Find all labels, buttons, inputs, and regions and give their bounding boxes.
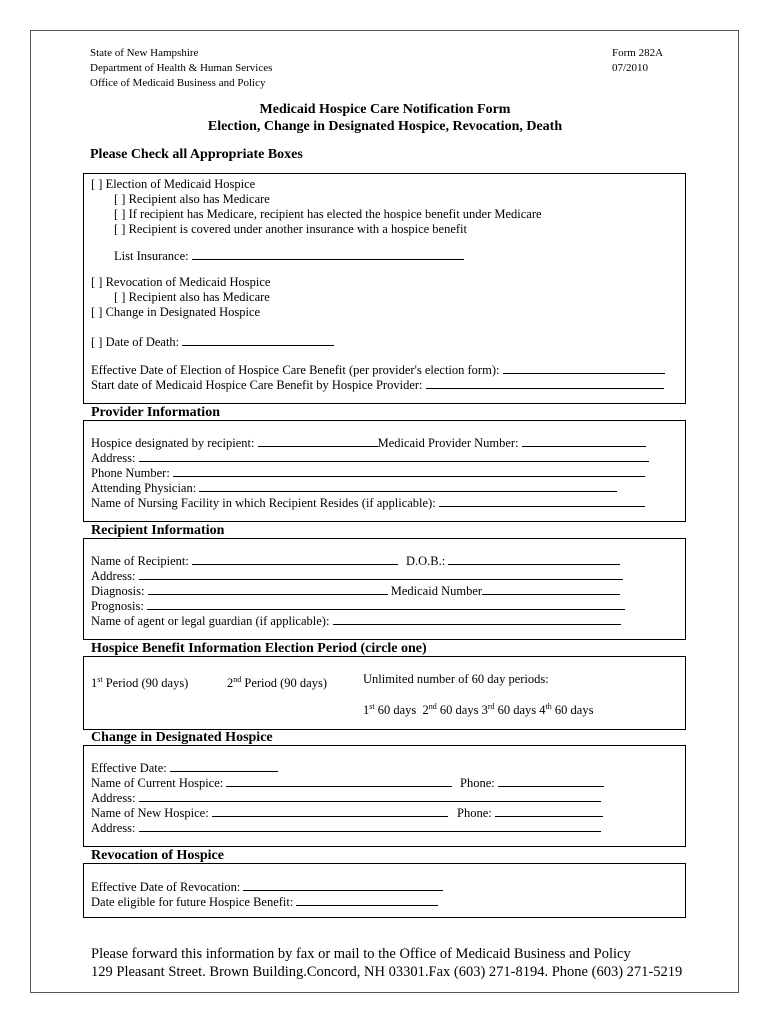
current-hospice-phone-line[interactable] [498, 775, 604, 787]
agency-header [90, 46, 272, 91]
list-insurance-label: List Insurance: [114, 249, 189, 263]
attending-physician-field[interactable] [91, 480, 617, 496]
new-hospice-label: Name of New Hospice: [91, 806, 209, 820]
revocation-checkbox[interactable]: [ ] Revocation of Medicaid Hospice [91, 275, 271, 289]
list-insurance-field[interactable] [114, 248, 464, 264]
agent-guardian-field[interactable] [91, 613, 621, 629]
benefit-start-date-line[interactable] [426, 377, 664, 389]
future-eligibility-field[interactable] [91, 894, 438, 910]
revocation-date-line[interactable] [243, 879, 443, 891]
medicare-hospice-elected-checkbox[interactable]: [ ] If recipient has Medicare, recipient has elected the hospice benefit under Medicare [114, 207, 542, 221]
current-hospice-address-label: Address: [91, 791, 136, 805]
form-title: Medicaid Hospice Care Notification Form [259, 102, 511, 117]
provider-phone-field[interactable] [91, 465, 645, 481]
date-of-death-field[interactable] [91, 334, 334, 350]
nursing-facility-field[interactable] [91, 495, 645, 511]
benefit-section-title: Hospice Benefit Information Election Period (circle one) [91, 641, 427, 656]
footer-address: 129 Pleasant Street. Brown Building.Concord, NH 03301.Fax (603) 271-8194. Phone (603) 271-5219 [91, 964, 683, 980]
medicaid-number-label: Medicaid Number [390, 584, 483, 598]
revocation-date-label: Effective Date of Revocation: [91, 880, 241, 894]
current-hospice-line[interactable] [226, 775, 452, 787]
sixty-day-period-4[interactable] [539, 703, 593, 717]
recipient-address-line[interactable] [139, 568, 623, 580]
attending-physician-label: Attending Physician: [91, 481, 197, 495]
provider-phone-label: Phone Number: [91, 466, 170, 480]
second-period-number: 2 [227, 676, 234, 691]
provider-address-label: Address: [91, 451, 136, 465]
change-effective-date-label: Effective Date: [91, 761, 167, 775]
election-effective-date-label: Effective Date of Election of Hospice Care Benefit (per provider's election form): [91, 363, 500, 377]
form-date: 07/2010 [612, 62, 649, 74]
attending-physician-line[interactable] [199, 480, 617, 492]
period-2-number: 2 [422, 703, 429, 718]
agency-office: Office of Medicaid Business and Policy [90, 77, 266, 89]
current-hospice-phone-label: Phone: [460, 776, 495, 790]
period-1-number: 1 [363, 703, 370, 718]
recipient-name-label: Name of Recipient: [91, 554, 189, 568]
election-effective-date-line[interactable] [503, 362, 665, 374]
recipient-address-label: Address: [91, 569, 136, 583]
period-3-text: 60 days [494, 703, 537, 718]
first-period-text: Period (90 days) [102, 676, 189, 691]
period-2-text: 60 days [436, 703, 479, 718]
election-checkbox[interactable]: [ ] Election of Medicaid Hospice [91, 177, 256, 191]
current-hospice-label: Name of Current Hospice: [91, 776, 224, 790]
date-of-death-line[interactable] [182, 334, 334, 346]
benefit-start-date-field[interactable] [91, 377, 664, 393]
current-hospice-field[interactable] [91, 775, 452, 791]
sixty-day-period-3[interactable] [482, 703, 537, 717]
footer-instructions: Please forward this information by fax or mail to the Office of Medicaid Business and Policy [91, 946, 631, 962]
agency-department: Department of Health & Human Services [90, 62, 273, 74]
hospice-designated-line[interactable] [258, 435, 378, 447]
agency-state: State of New Hampshire [90, 47, 199, 59]
benefit-box [83, 656, 686, 730]
diagnosis-label: Diagnosis: [91, 584, 145, 598]
period-4-suffix: th [545, 702, 552, 711]
recipient-name-field[interactable] [91, 553, 398, 569]
new-hospice-address-label: Address: [91, 821, 136, 835]
dob-line[interactable] [448, 553, 620, 565]
hospice-designated-label: Hospice designated by recipient: [91, 436, 255, 450]
period-3-number: 3 [481, 703, 488, 718]
future-eligibility-line[interactable] [296, 894, 438, 906]
future-eligibility-label: Date eligible for future Hospice Benefit: [91, 895, 294, 909]
dob-field[interactable] [406, 553, 620, 569]
recipient-name-line[interactable] [192, 553, 398, 565]
recipient-medicare-checkbox[interactable]: [ ] Recipient also has Medicare [114, 192, 270, 206]
period-4-text: 60 days [551, 703, 594, 718]
new-hospice-phone-label: Phone: [457, 806, 492, 820]
form-subtitle: Election, Change in Designated Hospice, Revocation, Death [207, 119, 563, 134]
change-effective-date-field[interactable] [91, 760, 278, 776]
check-boxes-instruction: Please Check all Appropriate Boxes [90, 147, 303, 162]
provider-address-field[interactable] [91, 450, 649, 466]
period-1-suffix: st [369, 702, 375, 711]
dob-label: D.O.B.: [406, 554, 446, 568]
provider-section-title: Provider Information [91, 405, 220, 420]
provider-number-line[interactable] [522, 435, 646, 447]
new-hospice-phone-line[interactable] [495, 805, 603, 817]
hospice-designated-field[interactable] [91, 435, 646, 451]
new-hospice-phone-field[interactable] [457, 805, 603, 821]
prognosis-line[interactable] [147, 598, 625, 610]
sixty-day-period-2[interactable] [423, 703, 479, 717]
medicaid-number-line[interactable] [482, 583, 620, 595]
provider-number-label: Medicaid Provider Number: [377, 436, 519, 450]
provider-phone-line[interactable] [173, 465, 645, 477]
form-number: Form 282A [612, 47, 664, 59]
first-period-option[interactable] [91, 672, 188, 691]
benefit-start-date-label: Start date of Medicaid Hospice Care Benefit by Hospice Provider: [91, 378, 423, 392]
change-effective-date-line[interactable] [170, 760, 278, 772]
recipient-address-field[interactable] [91, 568, 623, 584]
diagnosis-field[interactable] [91, 583, 620, 599]
agent-guardian-label: Name of agent or legal guardian (if applicable): [91, 614, 330, 628]
election-effective-date-field[interactable] [91, 362, 665, 378]
period-4-number: 4 [539, 703, 546, 718]
diagnosis-line[interactable] [148, 583, 388, 595]
revocation-section-title: Revocation of Hospice [91, 848, 224, 863]
current-hospice-address-field[interactable] [91, 790, 601, 806]
sixty-day-period-1[interactable] [363, 703, 416, 717]
new-hospice-line[interactable] [212, 805, 448, 817]
revocation-medicare-checkbox[interactable]: [ ] Recipient also has Medicare [114, 290, 270, 304]
prognosis-label: Prognosis: [91, 599, 144, 613]
new-hospice-field[interactable] [91, 805, 448, 821]
agent-guardian-line[interactable] [333, 613, 621, 625]
current-hospice-phone-field[interactable] [460, 775, 604, 791]
first-period-number: 1 [91, 676, 98, 691]
new-hospice-address-field[interactable] [91, 820, 601, 836]
current-hospice-address-line[interactable] [139, 790, 601, 802]
nursing-facility-line[interactable] [439, 495, 645, 507]
second-period-suffix: nd [233, 675, 242, 684]
prognosis-field[interactable] [91, 598, 625, 614]
period-2-suffix: nd [428, 702, 437, 711]
second-period-option[interactable] [227, 672, 327, 691]
revocation-date-field[interactable] [91, 879, 443, 895]
list-insurance-line[interactable] [192, 248, 464, 260]
change-section-title: Change in Designated Hospice [91, 730, 273, 745]
form-id-header [612, 46, 663, 76]
nursing-facility-label: Name of Nursing Facility in which Recipient Resides (if applicable): [91, 496, 436, 510]
period-3-suffix: rd [487, 702, 495, 711]
change-hospice-checkbox[interactable]: [ ] Change in Designated Hospice [91, 305, 261, 319]
unlimited-periods-label: Unlimited number of 60 day periods: [363, 672, 549, 686]
recipient-section-title: Recipient Information [91, 523, 225, 538]
date-of-death-label: [ ] Date of Death: [91, 335, 180, 349]
second-period-text: Period (90 days) [241, 676, 327, 691]
first-period-suffix: st [97, 675, 103, 684]
other-insurance-checkbox[interactable]: [ ] Recipient is covered under another insurance with a hospice benefit [114, 222, 467, 236]
period-1-text: 60 days [374, 703, 417, 718]
new-hospice-address-line[interactable] [139, 820, 601, 832]
sixty-day-periods [363, 699, 593, 718]
provider-address-line[interactable] [139, 450, 649, 462]
